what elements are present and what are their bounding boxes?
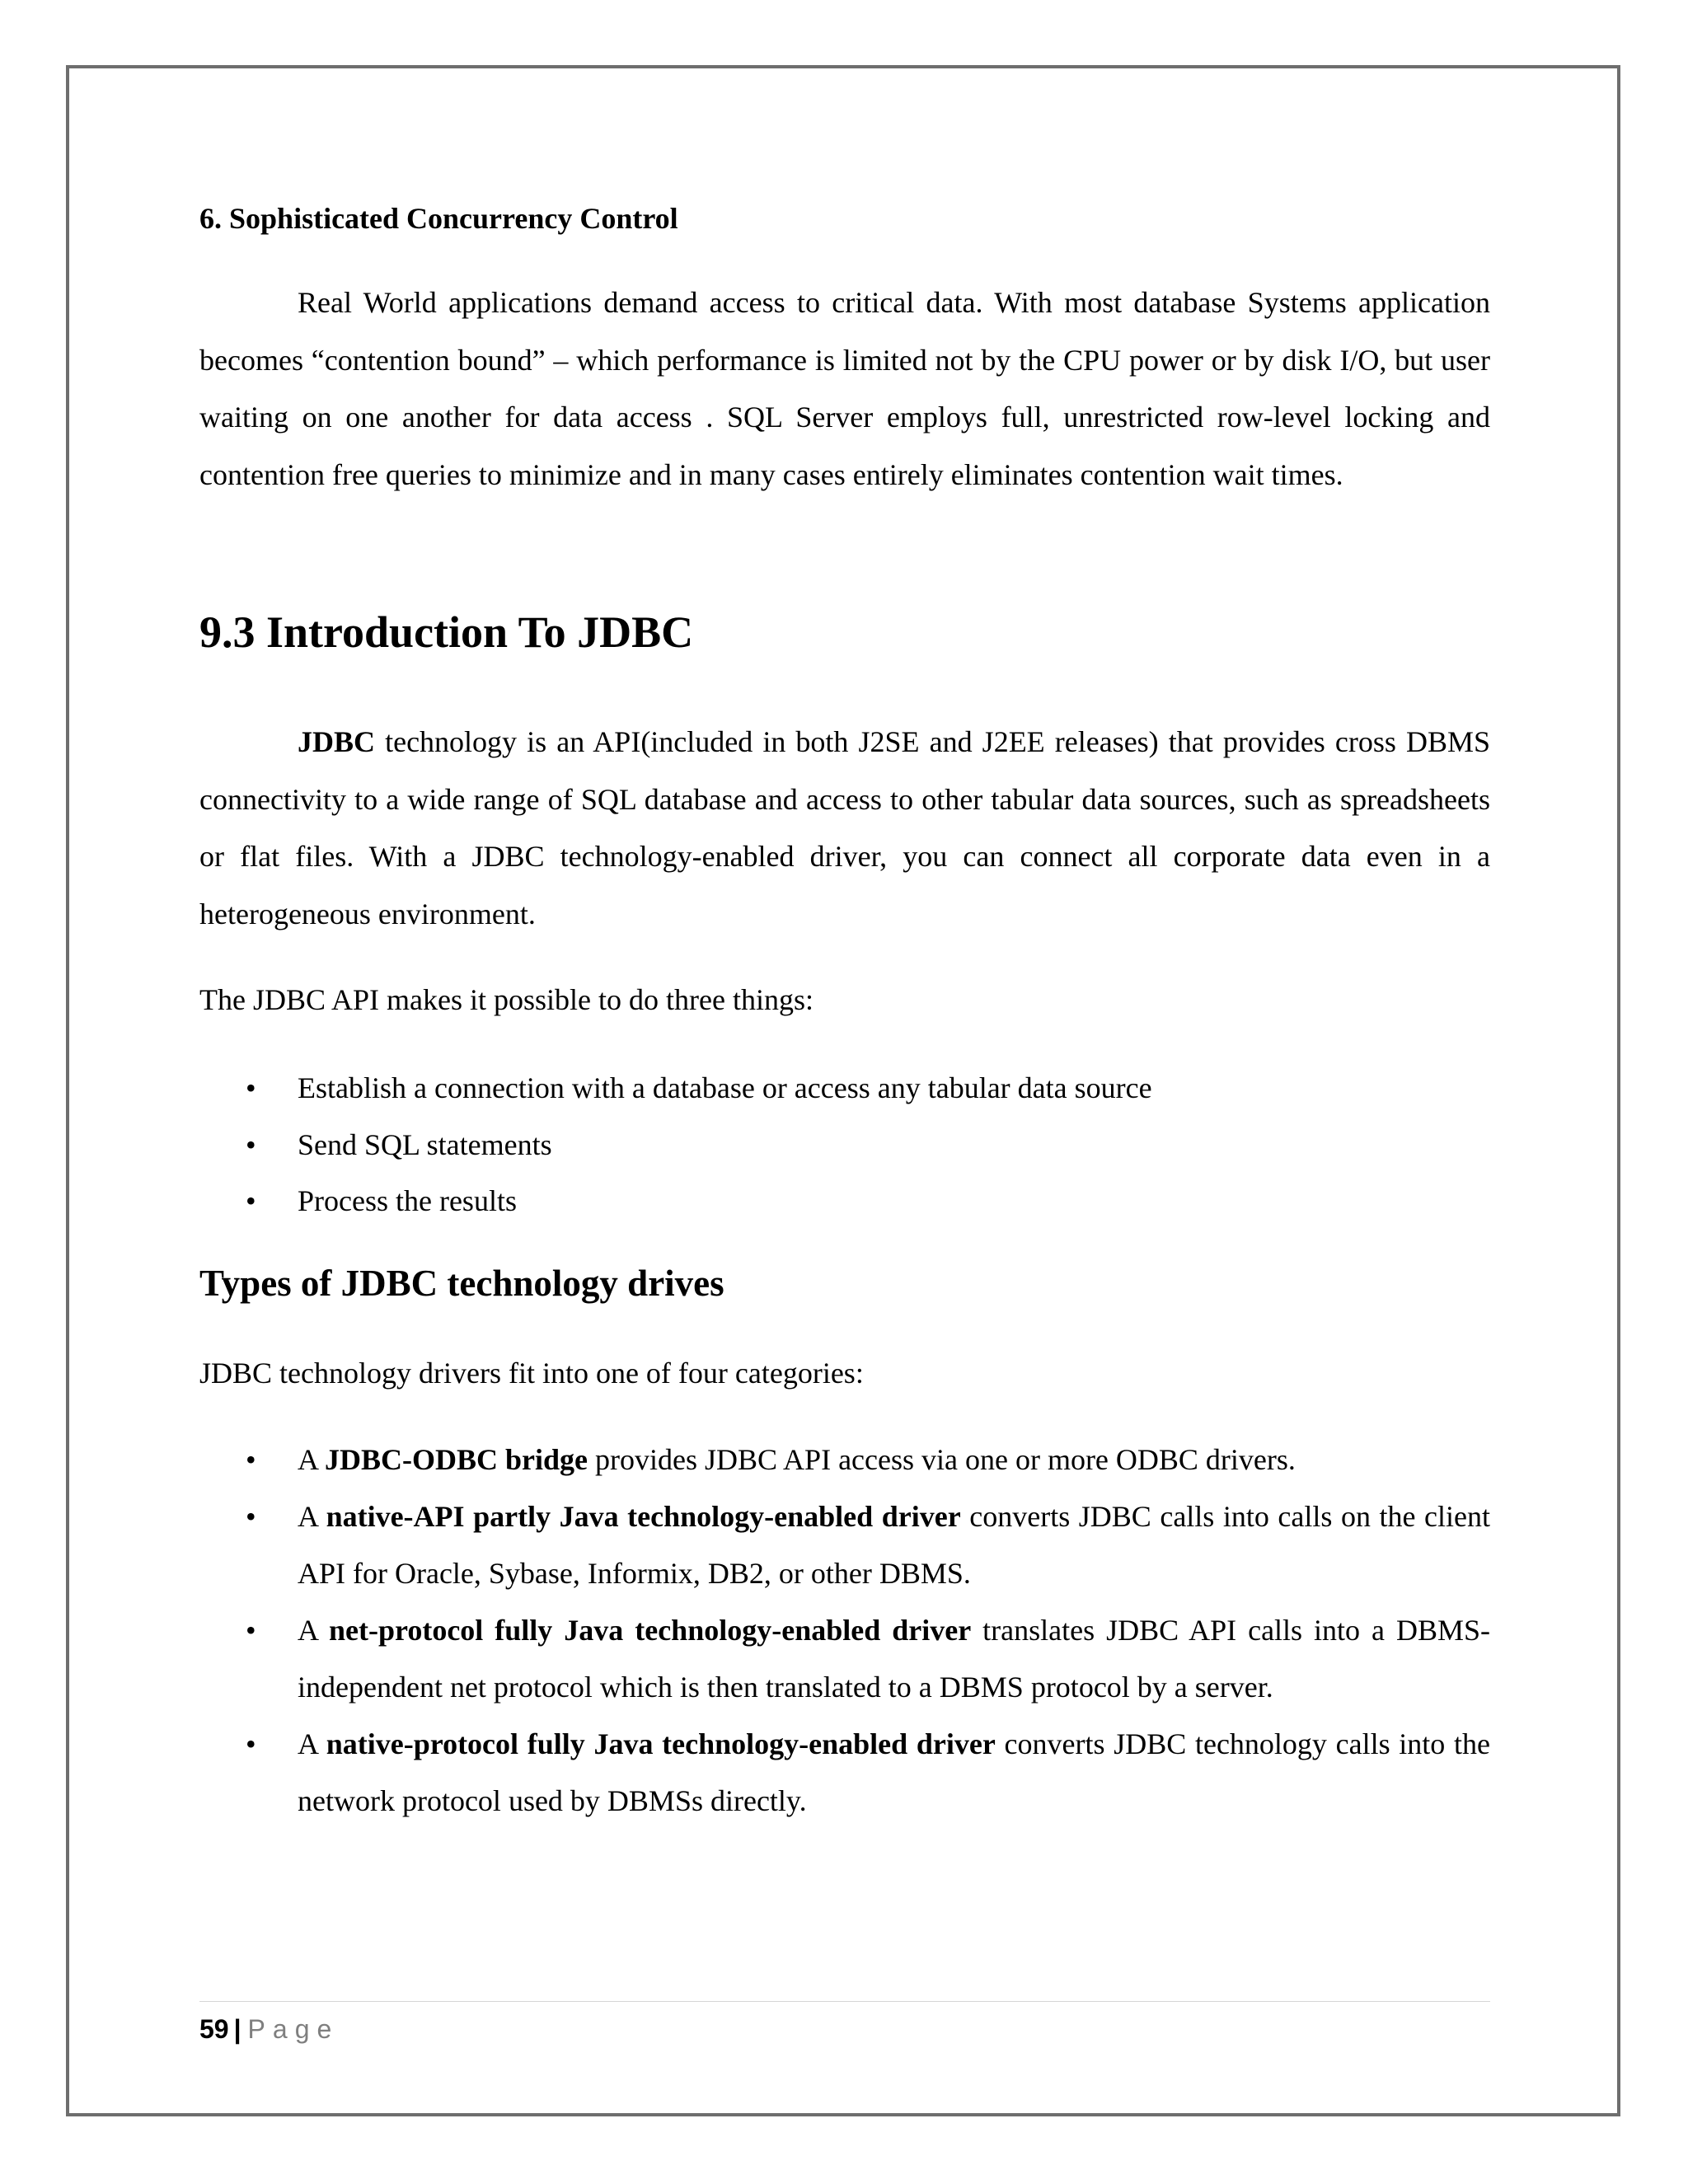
jdbc-intro-text: technology is an API(included in both J2SE and J2EE releases) that provides cross DBMS connectivity to a wide range of SQL database and access to other tabular data sources, such as spreadsheets or flat files. With a JDBC technology-enabled driver, you can connect all corporate data even in a heterogeneous environment. (199, 725, 1490, 930)
concurrency-paragraph (199, 274, 1490, 504)
driver-prefix: A (298, 1443, 326, 1476)
driver-prefix: A (298, 1500, 326, 1533)
concurrency-paragraph-text: Real World applications demand access to critical data. With most database Systems application becomes “contention bound” – which performance is limited not by the CPU power or by disk I/O, but user waiting on one another for data access . SQL Server employs full, unrestricted row-level locking and contention free queries to minimize and in many cases entirely eliminates contention wait times. (199, 286, 1490, 491)
driver-description: converts JDBC calls into calls on the client API for Oracle, Sybase, Informix, DB2, or other DBMS. (298, 1500, 1490, 1590)
list-item (199, 1060, 1490, 1117)
driver-name: native-API partly Java technology-enabled driver (326, 1500, 961, 1533)
list-item (199, 1488, 1490, 1602)
list-item-text: Send SQL statements (298, 1127, 552, 1161)
bullet-icon: • (246, 1443, 256, 1476)
bullet-icon: • (246, 1727, 256, 1760)
driver-prefix: A (298, 1614, 329, 1647)
four-categories-intro: JDBC technology drivers fit into one of four categories: (199, 1357, 864, 1390)
list-item (199, 1117, 1490, 1174)
page-label: Page (247, 2014, 340, 2044)
concurrency-heading: 6. Sophisticated Concurrency Control (199, 202, 678, 235)
types-section-title: Types of JDBC technology drives (199, 1263, 724, 1304)
bullet-icon: • (246, 1500, 256, 1533)
bullet-icon: • (246, 1184, 256, 1217)
footer-divider (199, 2001, 1490, 2002)
list-item-text: Process the results (298, 1184, 517, 1217)
bullet-icon: • (246, 1071, 256, 1104)
driver-prefix: A (298, 1727, 326, 1760)
bullet-icon: • (246, 1127, 256, 1161)
driver-description: provides JDBC API access via one or more ODBC drivers. (588, 1443, 1296, 1476)
driver-types-list (199, 1432, 1490, 1830)
page-number: 59 (199, 2014, 229, 2044)
driver-description: translates JDBC API calls into a DBMS-independent net protocol which is then translated to a DBMS protocol by a server. (298, 1614, 1491, 1704)
page-footer (199, 2011, 339, 2047)
footer-separator: | (233, 2014, 241, 2044)
three-things-intro: The JDBC API makes it possible to do three things: (199, 983, 814, 1016)
jdbc-intro-bold: JDBC (298, 725, 376, 758)
bullet-icon: • (246, 1614, 256, 1647)
list-item (199, 1602, 1490, 1716)
list-item (199, 1432, 1490, 1488)
three-things-list (199, 1060, 1490, 1230)
driver-name: net-protocol fully Java technology-enabled driver (329, 1614, 972, 1647)
list-item (199, 1716, 1490, 1830)
driver-description: converts JDBC technology calls into the network protocol used by DBMSs directly. (298, 1727, 1491, 1817)
list-item (199, 1173, 1490, 1230)
driver-name: native-protocol fully Java technology-enabled driver (326, 1727, 996, 1760)
jdbc-intro-paragraph (199, 714, 1490, 943)
jdbc-section-title: 9.3 Introduction To JDBC (199, 607, 694, 657)
list-item-text: Establish a connection with a database or access any tabular data source (298, 1071, 1152, 1104)
driver-name: JDBC-ODBC bridge (325, 1443, 588, 1476)
